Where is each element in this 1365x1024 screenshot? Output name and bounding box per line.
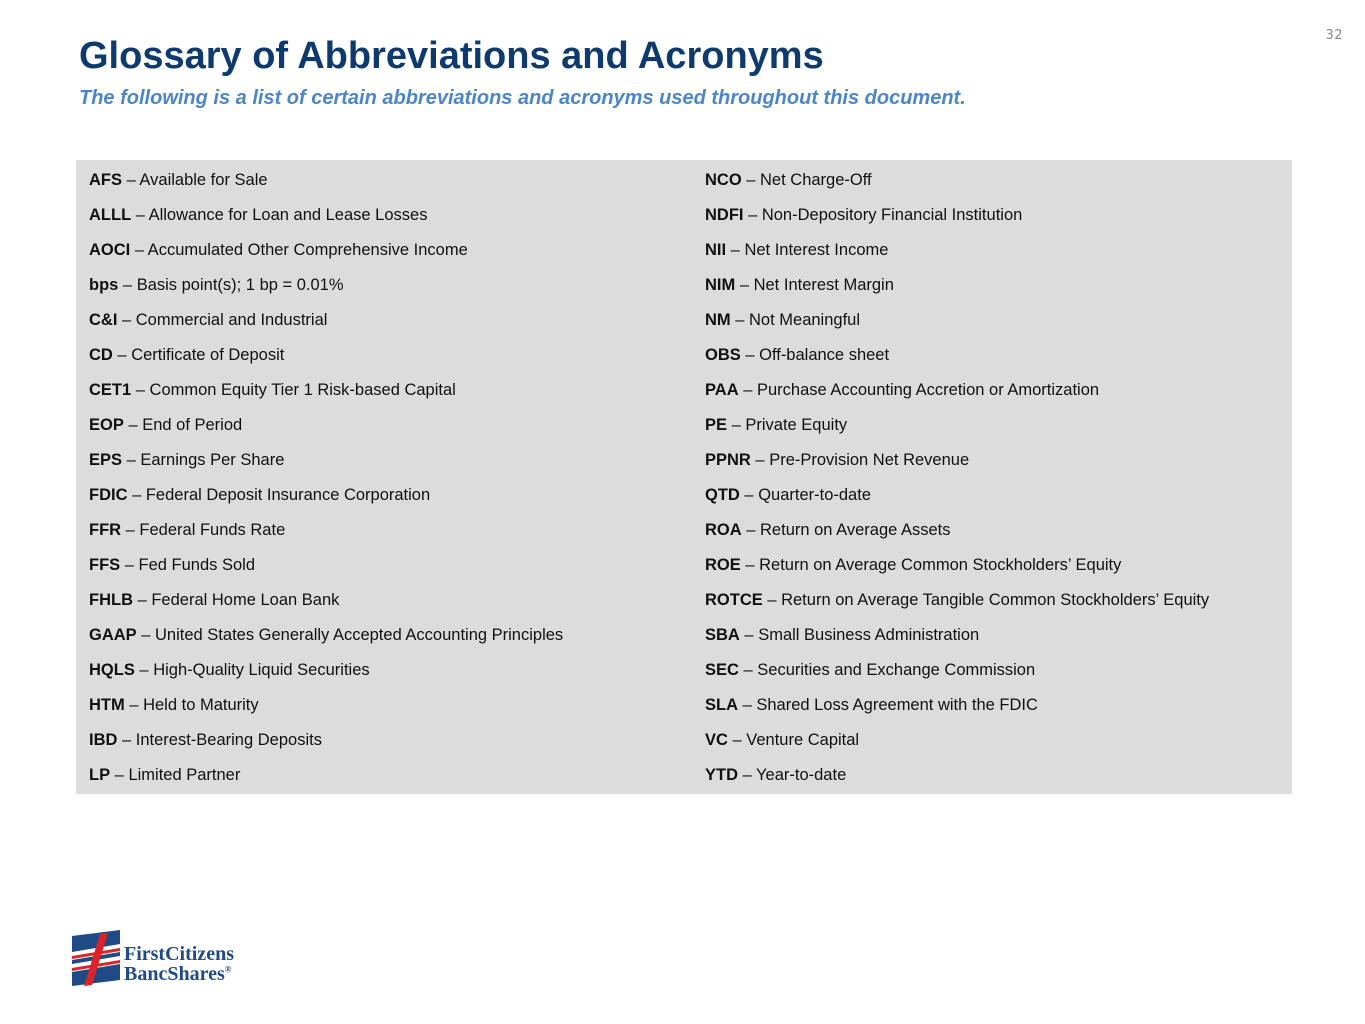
- glossary-definition: – Allowance for Loan and Lease Losses: [131, 206, 428, 224]
- glossary-entry: [89, 273, 689, 308]
- registered-mark: ®: [224, 964, 232, 975]
- glossary-definition: – End of Period: [123, 416, 243, 434]
- glossary-term: ROE: [705, 556, 741, 574]
- glossary-definition: – Return on Average Tangible Common Stockholders’ Equity: [762, 591, 1210, 609]
- glossary-definition: – Off-balance sheet: [740, 346, 890, 364]
- glossary-entry: [89, 553, 689, 588]
- glossary-entry: [89, 413, 689, 448]
- glossary-definition: – Return on Average Common Stockholders’ Equity: [740, 556, 1122, 574]
- glossary-definition: – Private Equity: [727, 416, 848, 434]
- glossary-term: HQLS: [89, 661, 135, 679]
- page-number: 32: [1325, 28, 1343, 43]
- flag-logo-icon: [70, 930, 122, 986]
- glossary-term: GAAP: [89, 626, 137, 644]
- glossary-entry: [705, 693, 1285, 728]
- glossary-definition: – High-Quality Liquid Securities: [134, 661, 370, 679]
- glossary-definition: – Federal Funds Rate: [121, 521, 286, 539]
- company-logo: [70, 930, 260, 988]
- glossary-entry: [89, 763, 689, 798]
- glossary-entry: [705, 728, 1285, 763]
- glossary-entry: [89, 378, 689, 413]
- glossary-term: PAA: [705, 381, 739, 399]
- glossary-definition: – Fed Funds Sold: [120, 556, 255, 574]
- glossary-definition: – Pre-Provision Net Revenue: [750, 451, 970, 469]
- glossary-definition: – Net Charge-Off: [741, 171, 872, 189]
- logo-text-line-2: [124, 964, 232, 984]
- glossary-term: AOCI: [89, 241, 131, 259]
- page-title: Glossary of Abbreviations and Acronyms: [79, 35, 824, 77]
- glossary-entry: [89, 728, 689, 763]
- page-subtitle: The following is a list of certain abbreviations and acronyms used throughout this document.: [79, 87, 966, 109]
- glossary-entry: [705, 763, 1285, 798]
- glossary-term: ROTCE: [705, 591, 763, 609]
- glossary-entry: [705, 518, 1285, 553]
- glossary-term: ROA: [705, 521, 742, 539]
- glossary-definition: – Accumulated Other Comprehensive Income: [130, 241, 468, 259]
- glossary-term: YTD: [705, 766, 738, 784]
- glossary-entry: [705, 343, 1285, 378]
- glossary-term: AFS: [89, 171, 122, 189]
- glossary-entry: [705, 623, 1285, 658]
- glossary-definition: – Held to Maturity: [124, 696, 259, 714]
- glossary-column-right: [705, 168, 1285, 798]
- glossary-entry: [705, 483, 1285, 518]
- glossary-entry: [705, 273, 1285, 308]
- glossary-entry: [89, 238, 689, 273]
- glossary-term: CET1: [89, 381, 132, 399]
- glossary-entry: [705, 588, 1285, 623]
- glossary-column-left: [89, 168, 689, 798]
- glossary-entry: [89, 448, 689, 483]
- glossary-entry: [705, 308, 1285, 343]
- glossary-term: OBS: [705, 346, 741, 364]
- glossary-term: IBD: [89, 731, 118, 749]
- glossary-entry: [705, 553, 1285, 588]
- glossary-term: VC: [705, 731, 728, 749]
- glossary-entry: [705, 203, 1285, 238]
- glossary-term: C&I: [89, 311, 118, 329]
- glossary-term: FFS: [89, 556, 121, 574]
- glossary-term: FFR: [89, 521, 122, 539]
- glossary-term: SLA: [705, 696, 738, 714]
- glossary-entry: [705, 658, 1285, 693]
- glossary-entry: [705, 448, 1285, 483]
- glossary-term: CD: [89, 346, 113, 364]
- glossary-entry: [89, 518, 689, 553]
- logo-text-line-1: FirstCitizens: [124, 943, 234, 965]
- glossary-term: NM: [705, 311, 731, 329]
- glossary-definition: – Small Business Administration: [739, 626, 980, 644]
- glossary-term: NDFI: [705, 206, 744, 224]
- glossary-definition: – Available for Sale: [122, 171, 268, 189]
- glossary-definition: – Common Equity Tier 1 Risk-based Capital: [131, 381, 456, 399]
- glossary-definition: – Federal Home Loan Bank: [133, 591, 340, 609]
- glossary-entry: [89, 168, 689, 203]
- glossary-term: NII: [705, 241, 727, 259]
- glossary-definition: – Certificate of Deposit: [112, 346, 285, 364]
- glossary-entry: [89, 483, 689, 518]
- glossary-definition: – Earnings Per Share: [122, 451, 285, 469]
- glossary-entry: [705, 378, 1285, 413]
- glossary-definition: – Limited Partner: [110, 766, 241, 784]
- logo-text-line-2-main: BancShares: [124, 963, 225, 985]
- glossary-definition: – Basis point(s); 1 bp = 0.01%: [118, 276, 344, 294]
- glossary-definition: – Federal Deposit Insurance Corporation: [127, 486, 431, 504]
- glossary-definition: – Purchase Accounting Accretion or Amortization: [738, 381, 1100, 399]
- glossary-entry: [89, 658, 689, 693]
- glossary-entry: [89, 693, 689, 728]
- glossary-definition: – Year-to-date: [738, 766, 847, 784]
- glossary-term: HTM: [89, 696, 125, 714]
- glossary-entry: [705, 238, 1285, 273]
- glossary-term: PPNR: [705, 451, 751, 469]
- glossary-entry: [705, 168, 1285, 203]
- glossary-term: EOP: [89, 416, 124, 434]
- glossary-term: EPS: [89, 451, 123, 469]
- glossary-term: PE: [705, 416, 728, 434]
- glossary-entry: [89, 203, 689, 238]
- glossary-term: SEC: [705, 661, 739, 679]
- glossary-definition: – Interest-Bearing Deposits: [117, 731, 322, 749]
- glossary-definition: – Net Interest Income: [726, 241, 889, 259]
- glossary-term: NIM: [705, 276, 736, 294]
- glossary-term: LP: [89, 766, 111, 784]
- glossary-definition: – Shared Loss Agreement with the FDIC: [738, 696, 1038, 714]
- glossary-term: bps: [89, 276, 119, 294]
- glossary-entry: [705, 413, 1285, 448]
- glossary-term: ALLL: [89, 206, 132, 224]
- glossary-term: QTD: [705, 486, 740, 504]
- glossary-definition: – Quarter-to-date: [739, 486, 871, 504]
- glossary-entry: [89, 308, 689, 343]
- glossary-term: SBA: [705, 626, 740, 644]
- glossary-definition: – Commercial and Industrial: [117, 311, 328, 329]
- glossary-definition: – Venture Capital: [727, 731, 860, 749]
- glossary-definition: – United States Generally Accepted Accounting Principles: [136, 626, 564, 644]
- glossary-definition: – Not Meaningful: [730, 311, 860, 329]
- glossary-panel: [76, 160, 1292, 794]
- glossary-definition: – Securities and Exchange Commission: [738, 661, 1036, 679]
- glossary-term: FHLB: [89, 591, 133, 609]
- glossary-entry: [89, 343, 689, 378]
- glossary-entry: [89, 588, 689, 623]
- glossary-entry: [89, 623, 689, 658]
- glossary-term: NCO: [705, 171, 742, 189]
- glossary-term: FDIC: [89, 486, 128, 504]
- glossary-definition: – Net Interest Margin: [735, 276, 894, 294]
- glossary-definition: – Return on Average Assets: [741, 521, 951, 539]
- glossary-definition: – Non-Depository Financial Institution: [743, 206, 1023, 224]
